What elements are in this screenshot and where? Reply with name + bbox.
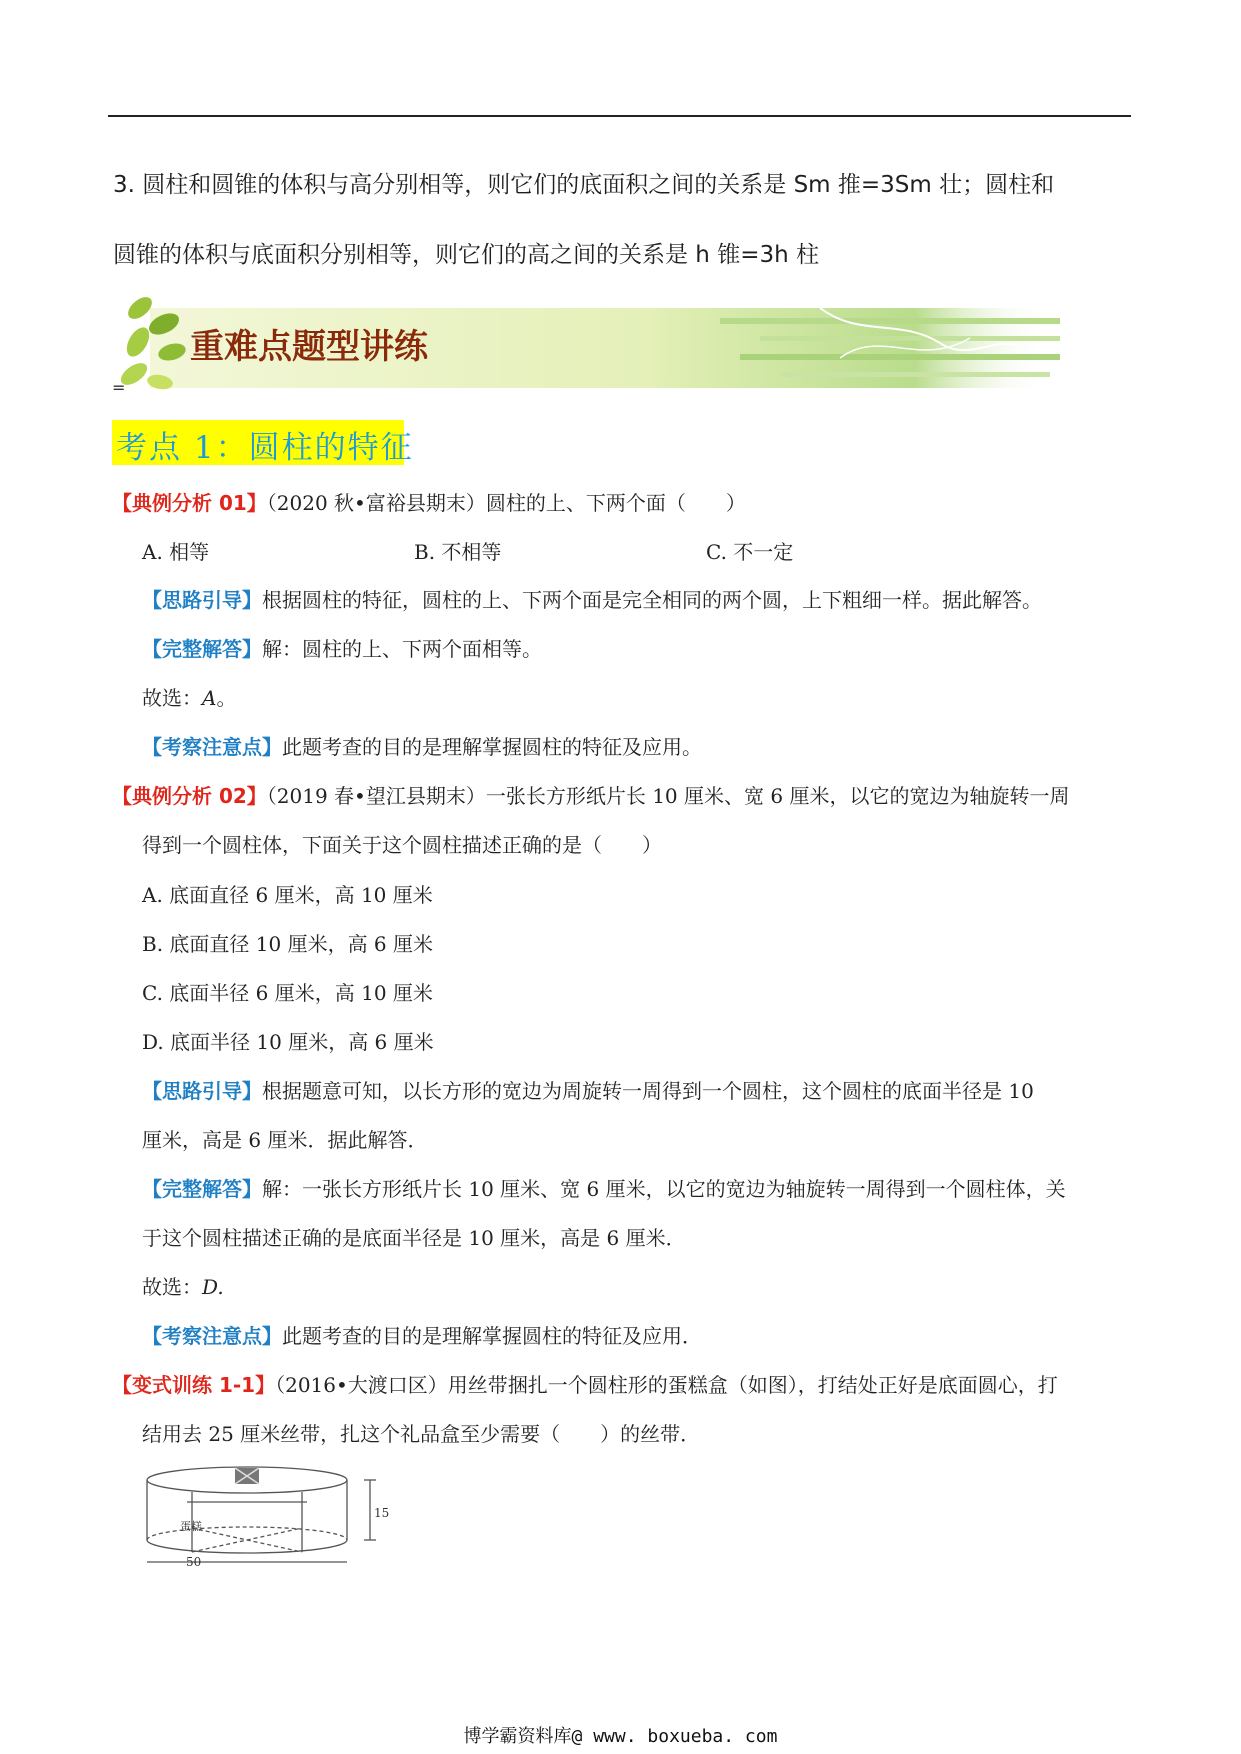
ex2-option-c: C. 底面半径 6 厘米，高 10 厘米 [142,981,433,1005]
ex1-jieda [142,633,542,662]
intro-line-1: 3. 圆柱和圆锥的体积与高分别相等，则它们的底面积之间的关系是 Sm 推=3Sm 壮；圆柱和 [113,172,1055,198]
ex2-question-line-1 [112,780,1069,809]
ex1-text: （2020 秋•富裕县期末）圆柱的上、下两个面（ ） [266,491,746,515]
ex2-jieda-line-2: 于这个圆柱描述正确的是底面半径是 10 厘米，高是 6 厘米． [142,1226,686,1250]
kaodian-title: 考点 1：圆柱的特征 [116,430,414,466]
ex3-tag: 【变式训练 1-1】 [112,1373,276,1397]
ex2-text-1: （2019 春•望江县期末）一张长方形纸片长 10 厘米、宽 6 厘米，以它的宽边为轴旋转一周 [266,784,1070,808]
footer-watermark: 博学霸资料库@ www. boxueba. com [463,1726,778,1747]
section-banner [120,288,1080,398]
stray-mark: = [112,378,126,397]
header-rule [108,115,1131,117]
ex2-option-b: B. 底面直径 10 厘米，高 6 厘米 [142,932,434,956]
ex2-kaocha [142,1320,702,1349]
ex1-question [112,487,746,516]
ex1-option-a: A. 相等 [142,540,210,564]
fig-cake-label: 蛋糕 [180,1520,202,1533]
fig-width-label: 50 [186,1555,202,1567]
fig-height-label: 15 [374,1506,390,1520]
ex1-tag: 【典例分析 01】 [112,491,267,515]
ex1-silu-text: 根据圆柱的特征，圆柱的上、下两个面是完全相同的两个圆，上下粗细一样。据此解答。 [262,588,1042,612]
ex1-guxuan-label: 故选： [142,686,202,710]
ex2-guxuan-answer: D. [202,1275,224,1299]
ex1-guxuan [142,682,236,711]
ex2-jieda-line-1 [142,1173,1066,1202]
ex1-guxuan-end: 。 [216,686,237,710]
ex1-kaocha-text: 此题考查的目的是理解掌握圆柱的特征及应用。 [282,735,702,759]
ex1-option-b: B. 不相等 [414,540,502,564]
ex1-option-c: C. 不一定 [706,540,794,564]
ex2-guxuan [142,1271,224,1300]
ex2-jieda-text-1: 解：一张长方形纸片长 10 厘米、宽 6 厘米，以它的宽边为轴旋转一周得到一个圆柱体，关 [262,1177,1066,1201]
ex2-guxuan-label: 故选： [142,1275,202,1299]
ex2-silu-tag: 【思路引导】 [142,1079,262,1103]
ex2-kaocha-text: 此题考查的目的是理解掌握圆柱的特征及应用． [282,1324,702,1348]
ex2-kaocha-tag: 【考察注意点】 [142,1324,282,1348]
ex1-kaocha-tag: 【考察注意点】 [142,735,282,759]
ex2-jieda-tag: 【完整解答】 [142,1177,262,1201]
ex1-silu-tag: 【思路引导】 [142,588,262,612]
ex2-silu-text-1: 根据题意可知，以长方形的宽边为周旋转一周得到一个圆柱，这个圆柱的底面半径是 10 [262,1079,1034,1103]
ex3-question-line-2: 结用去 25 厘米丝带，扎这个礼品盒至少需要（ ）的丝带． [142,1422,701,1446]
ex2-silu-line-2: 厘米，高是 6 厘米．据此解答． [142,1128,428,1152]
ex2-question-line-2: 得到一个圆柱体，下面关于这个圆柱描述正确的是（ ） [142,833,662,857]
kaodian-heading [112,420,414,466]
ex3-question-line-1 [112,1369,1058,1398]
ex1-jieda-tag: 【完整解答】 [142,637,262,661]
intro-line-2: 圆锥的体积与底面积分别相等，则它们的高之间的关系是 h 锥=3h 柱 [113,242,819,268]
ex2-option-d: D. 底面半径 10 厘米，高 6 厘米 [142,1030,434,1054]
ex1-silu [142,584,1042,613]
ex2-option-a: A. 底面直径 6 厘米，高 10 厘米 [142,883,433,907]
ex2-tag: 【典例分析 02】 [112,784,267,808]
ex2-silu-line-1 [142,1075,1034,1104]
ex3-text-1: （2016•大渡口区）用丝带捆扎一个圆柱形的蛋糕盒（如图），打结处正好是底面圆心，打 [275,1373,1058,1397]
cake-box-figure [142,1462,407,1567]
ex1-guxuan-answer: A [202,686,217,710]
ex1-kaocha [142,731,702,760]
banner-title: 重难点题型讲练 [190,327,428,367]
ex1-jieda-text: 解：圆柱的上、下两个面相等。 [262,637,542,661]
